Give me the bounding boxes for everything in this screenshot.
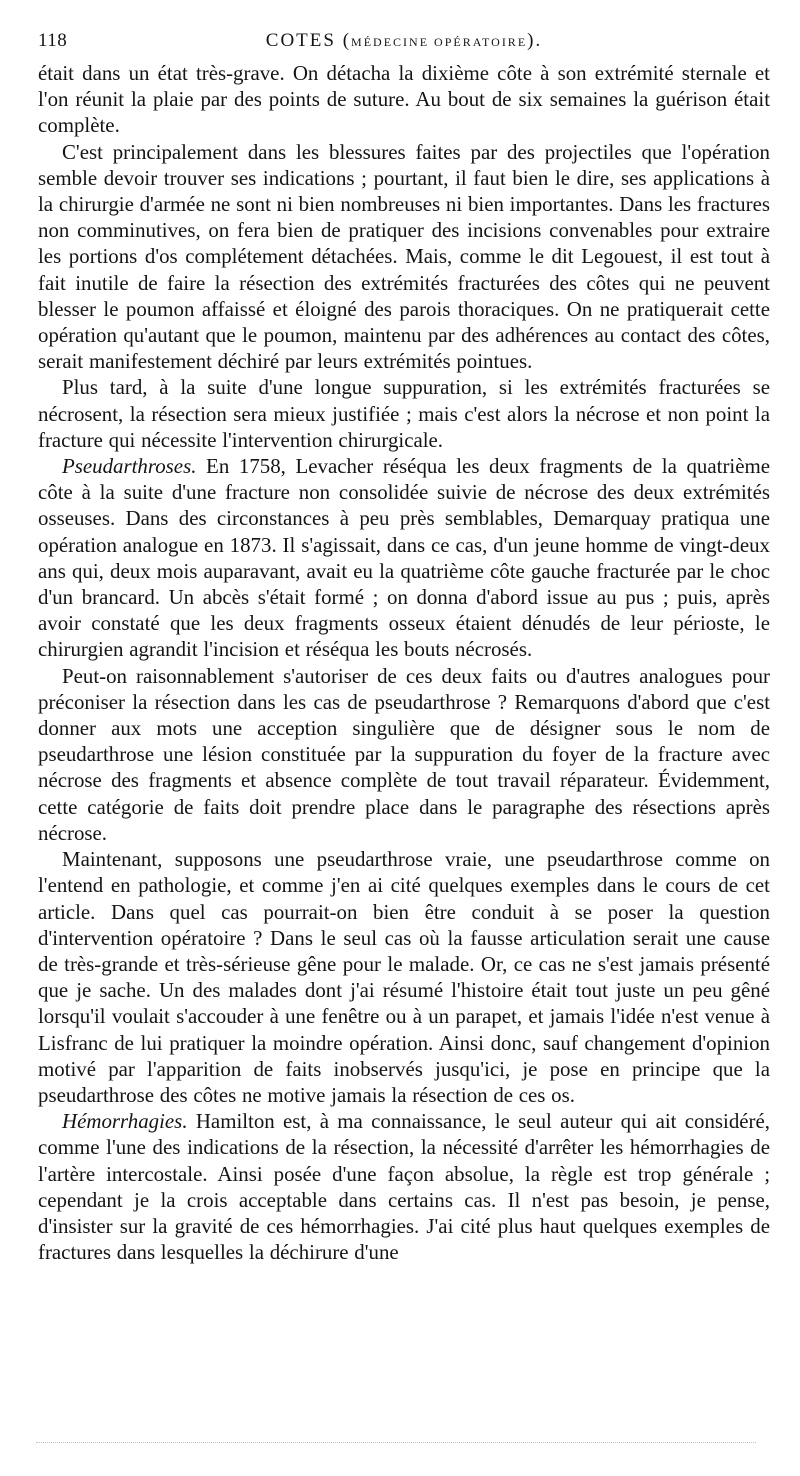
paragraph-text: Maintenant, supposons une pseudarthrose vraie, une pseudarthrose comme on l'entend en pathologie, et comme j'en ai cité quelques exemples dans le cours de cet article. Dans quel cas pourrait-on bien être conduit à se poser la question d'intervention opératoire ? Dans le seul cas où la fausse articulation serait une cause de très-grande et très-sérieuse gêne pour le malade. Or, ce cas ne s'est jamais présenté que je sache. Un des malades dont j'ai résumé l'histoire était tout juste un peu gêné lorsqu'il voulait s'accouder à une fenêtre ou à un parapet, et jamais l'idée n'est venue à Lisfranc de lui pratiquer la moindre opération. Ainsi donc, sauf changement d'opinion motivé par l'apparition de faits inobservés jusqu'ici, je pose en principe que la pseudarthrose des côtes ne motive jamais la résection de ces os.: [38, 847, 770, 1107]
paragraph-text: était dans un état très-grave. On détacha la dixième côte à son extrémité sternale et l'on réunit la plaie par des points de suture. Au bout de six semaines la guérison était complète.: [38, 61, 770, 138]
paragraph-lead-hemorrhagies: Hémorrhagies.: [62, 1109, 188, 1134]
paragraph-lead-pseudarthroses: Pseudarthroses.: [62, 454, 197, 479]
paragraph: [38, 1108, 770, 1265]
paragraph: [38, 663, 770, 846]
paragraph: [38, 846, 770, 1108]
scan-bottom-edge: [36, 1442, 756, 1443]
body-text: [38, 60, 770, 1265]
book-page: [38, 26, 770, 1265]
paragraph: [38, 374, 770, 453]
running-title-close: ).: [527, 30, 543, 51]
paragraph-text: Peut-on raisonnablement s'autoriser de ces deux faits ou d'autres analogues pour préconiser la résection dans les cas de pseudarthrose ? Remarquons d'abord que c'est donner aux mots une acception singulière que de désigner sous le nom de pseudarthrose une lésion constituée par la suppuration du foyer de la fracture avec nécrose des fragments et absence complète de tout travail réparateur. Évidemment, cette catégorie de faits doit prendre place dans le paragraphe des résections après nécrose.: [38, 663, 770, 845]
page-number: 118: [38, 30, 68, 51]
running-title-open: (: [342, 30, 352, 51]
page-header: [38, 26, 770, 60]
paragraph-text: En 1758, Levacher réséqua les deux fragments de la quatrième côte à la suite d'une fracture non consolidée suivie de nécrose des deux extrémités osseuses. Dans des circonstances à peu près semblables, Demarquay pratiqua une opération analogue en 1873. Il s'agissait, dans ce cas, d'un jeune homme de vingt-deux ans qui, deux mois auparavant, avait eu la quatrième côte gauche fracturée par le choc d'un brancard. Un abcès s'était formé ; on donna d'abord issue au pus ; puis, après avoir constaté que les deux fragments osseux étaient dénudés de leur périoste, le chirurgien agrandit l'incision et réséqua les bouts nécrosés.: [38, 454, 770, 662]
running-title-main: COTES: [265, 30, 336, 51]
running-title-sub: MÉDECINE OPÉRATOIRE: [351, 35, 528, 49]
paragraph: [38, 453, 770, 663]
paragraph-text: C'est principalement dans les blessures faites par des projectiles que l'opération semble devoir trouver ses indications ; pourtant, il faut bien le dire, ses applications à la chirurgie d'armée ne sont ni bien nombreuses ni bien importantes. Dans les fractures non comminutives, on fera bien de pratiquer des incisions convenables pour extraire les portions d'os complétement détachées. Mais, comme le dit Legouest, il est tout à fait inutile de faire la résection des extrémités fracturées des côtes qui ne peuvent blesser le poumon affaissé et éloigné des parois thoraciques. On ne pratiquerait cette opération qu'autant que le poumon, maintenu par des adhérences au contact des côtes, serait manifestement déchiré par leurs extrémités pointues.: [38, 139, 770, 374]
paragraph-text: Plus tard, à la suite d'une longue suppuration, si les extrémités fracturées se nécrosent, la résection sera mieux justifiée ; mais c'est alors la nécrose et non point la fracture qui nécessite l'intervention chirurgicale.: [38, 375, 770, 452]
running-title: [38, 30, 770, 52]
paragraph: [38, 60, 770, 139]
paragraph-text: Hamilton est, à ma connaissance, le seul auteur qui ait considéré, comme l'une des indications de la résection, la nécessité d'arrêter les hémorrhagies de l'artère intercostale. Ainsi posée d'une façon absolue, la règle est trop générale ; cependant je la crois acceptable dans certains cas. Il n'est pas besoin, je pense, d'insister sur la gravité de ces hémorrhagies. J'ai cité plus haut quelques exemples de fractures dans lesquelles la déchirure d'une: [38, 1109, 770, 1265]
paragraph: [38, 139, 770, 375]
